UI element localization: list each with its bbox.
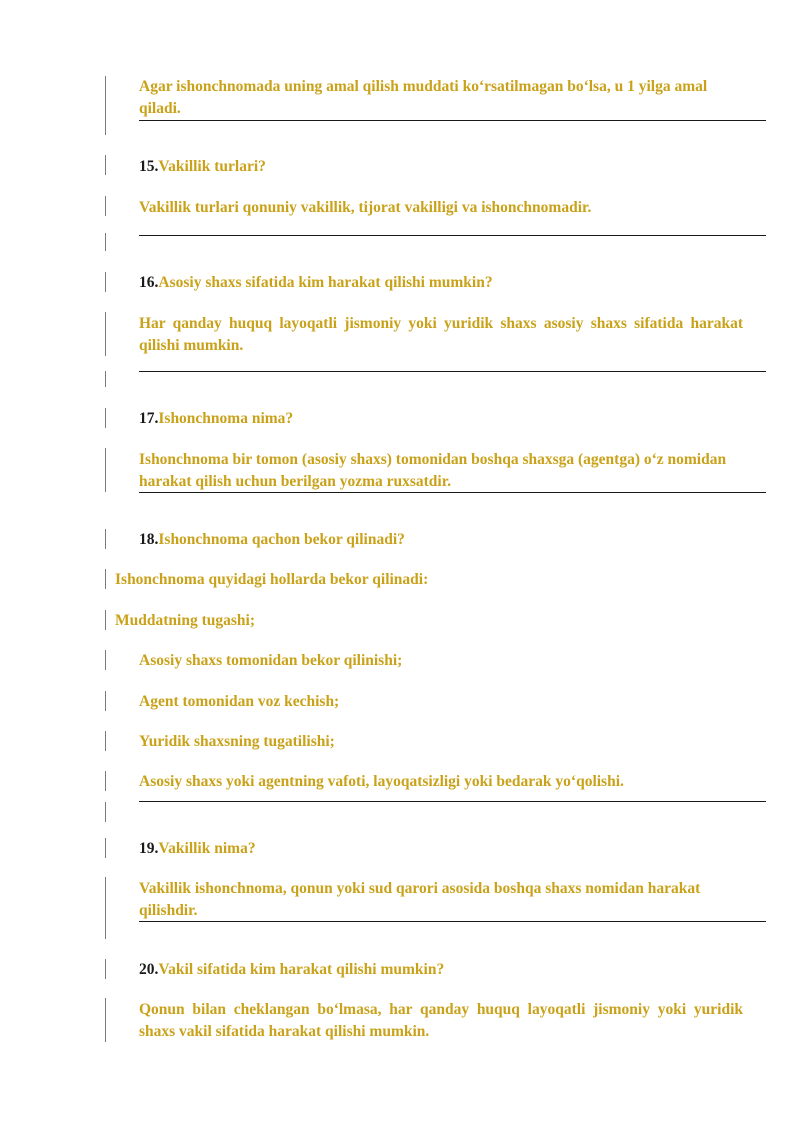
change-bar <box>105 731 106 751</box>
q16-question <box>139 272 743 294</box>
question-number: 19. <box>139 840 159 857</box>
divider <box>139 492 766 493</box>
question-number: 18. <box>139 531 159 548</box>
change-bar <box>105 312 106 356</box>
change-bar <box>105 998 106 1042</box>
change-bar <box>105 76 106 135</box>
question-number: 16. <box>139 274 159 291</box>
change-bar <box>105 959 106 979</box>
q18-question <box>139 529 743 551</box>
divider <box>139 120 766 121</box>
q17-answer: Ishonchnoma bir tomon (asosiy shaxs) tomonidan boshqa shaxsga (agentga) o‘z nomidan harakat qilish uchun berilgan yozma ruxsatdir. <box>139 451 727 490</box>
change-bar <box>105 371 106 387</box>
q20-question <box>139 959 743 981</box>
question-text: Ishonchnoma qachon bekor qilinadi? <box>158 531 405 548</box>
q19-question <box>139 838 743 860</box>
question-number: 20. <box>139 961 159 978</box>
change-bar <box>105 691 106 711</box>
q18-intro: Ishonchnoma quyidagi hollarda bekor qilinadi: <box>115 571 429 588</box>
question-number: 17. <box>139 410 159 427</box>
q15-answer: Vakillik turlari qonuniy vakillik, tijorat vakilligi va ishonchnomadir. <box>139 199 592 216</box>
change-bar <box>105 448 106 492</box>
question-number: 15. <box>139 158 159 175</box>
question-text: Vakil sifatida kim harakat qilishi mumkin? <box>158 961 445 978</box>
q19-answer: Vakillik ishonchnoma, qonun yoki sud qarori asosida boshqa shaxs nomidan harakat qilishdir. <box>139 880 701 919</box>
change-bar <box>105 650 106 670</box>
question-text: Vakillik nima? <box>158 840 256 857</box>
change-bar <box>105 838 106 858</box>
divider <box>139 371 766 372</box>
q16-answer: Har qanday huquq layoqatli jismoniy yoki yuridik shaxs asosiy shaxs sifatida harakat qilishi mumkin. <box>139 315 743 354</box>
change-bar <box>105 771 106 791</box>
q14-answer: Agar ishonchnomada uning amal qilish muddati ko‘rsatilmagan bo‘lsa, u 1 yilga amal qiladi. <box>139 78 708 117</box>
divider <box>139 921 766 922</box>
q20-answer: Qonun bilan cheklangan bo‘lmasa, har qanday huquq layoqatli jismoniy yoki yuridik shaxs vakil sifatida harakat qilishi mumkin. <box>139 1001 743 1040</box>
list-item: Asosiy shaxs tomonidan bekor qilinishi; <box>139 652 403 669</box>
list-item: Muddatning tugashi; <box>115 612 255 629</box>
list-item: Agent tomonidan voz kechish; <box>139 693 340 710</box>
question-text: Vakillik turlari? <box>158 158 266 175</box>
question-text: Asosiy shaxs sifatida kim harakat qilishi mumkin? <box>158 274 493 291</box>
divider <box>139 801 766 802</box>
change-bar <box>105 233 106 251</box>
change-bar <box>105 569 106 589</box>
question-text: Ishonchnoma nima? <box>158 410 294 427</box>
change-bar <box>105 529 106 549</box>
change-bar <box>105 802 106 822</box>
divider <box>139 235 766 236</box>
change-bar <box>105 196 106 216</box>
change-bar <box>105 408 106 428</box>
q15-question <box>139 156 743 178</box>
list-item: Asosiy shaxs yoki agentning vafoti, layoqatsizligi yoki bedarak yo‘qolishi. <box>139 773 624 790</box>
q17-question <box>139 408 743 430</box>
change-bar <box>105 610 106 630</box>
change-bar <box>105 877 106 939</box>
change-bar <box>105 155 106 175</box>
change-bar <box>105 272 106 292</box>
list-item: Yuridik shaxsning tugatilishi; <box>139 733 335 750</box>
